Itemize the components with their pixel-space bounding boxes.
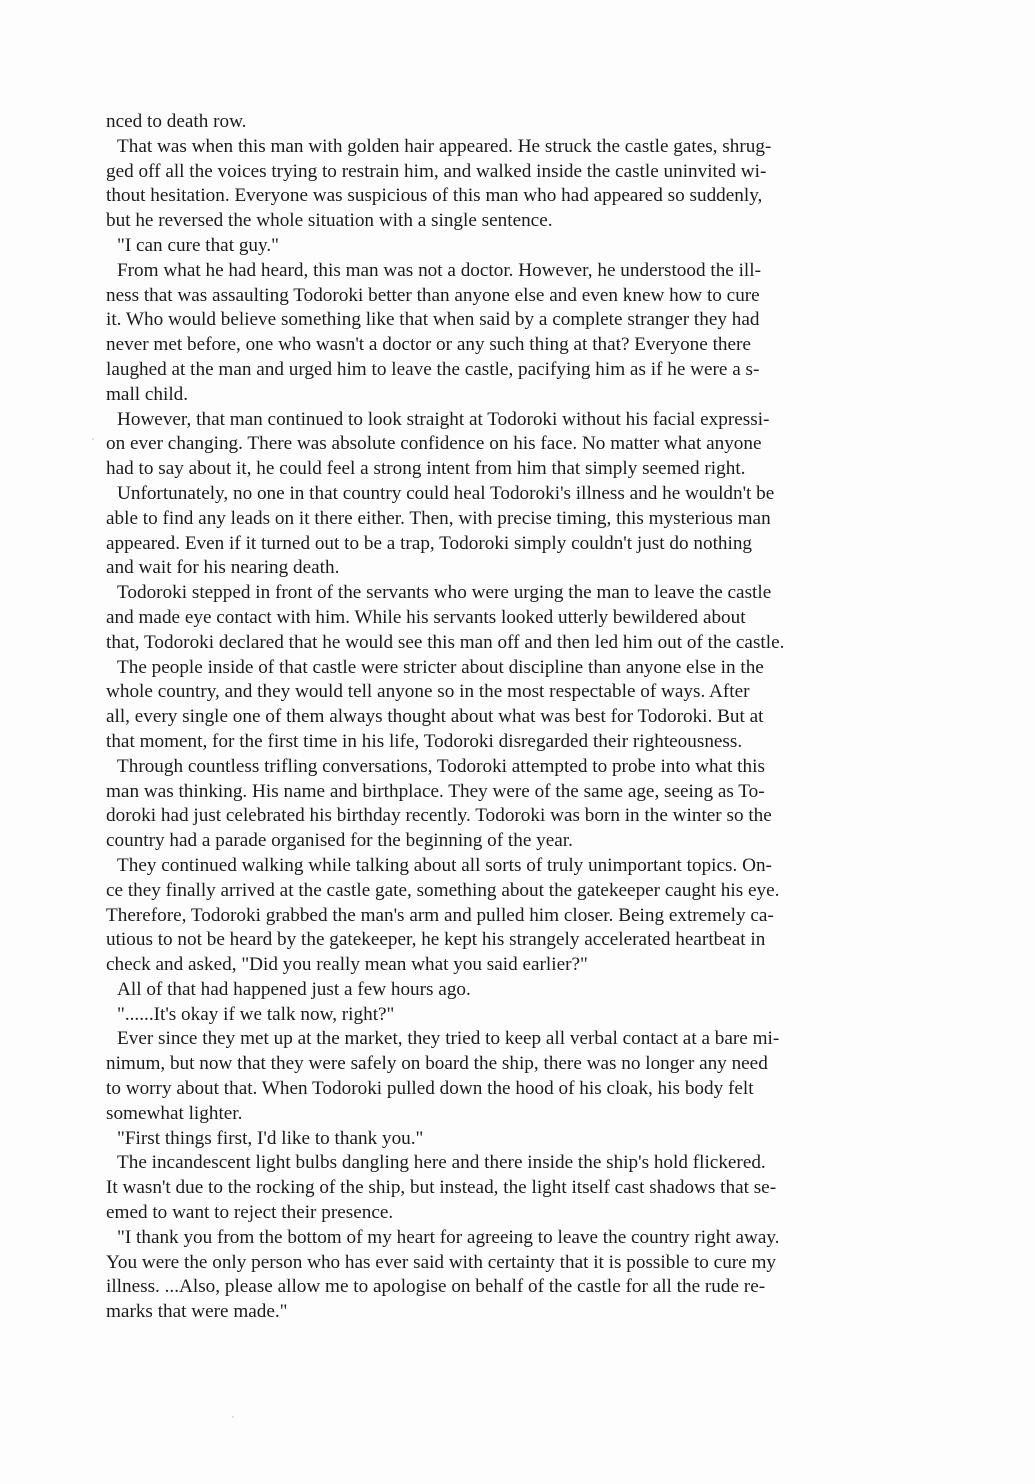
text-line: and wait for his nearing death.	[106, 557, 340, 579]
text-line: whole country, and they would tell anyone so in the most respectable of ways. After	[106, 681, 750, 703]
text-line: Unfortunately, no one in that country could heal Todoroki's illness and he wouldn't be	[117, 482, 775, 504]
text-line: ness that was assaulting Todoroki better than anyone else and even knew how to cure	[106, 284, 760, 306]
text-line: but he reversed the whole situation with a single sentence.	[106, 210, 553, 232]
text-line: It wasn't due to the rocking of the ship, but instead, the light itself cast shadows that se-	[106, 1177, 777, 1199]
text-line: mall child.	[106, 383, 189, 405]
text-line: The incandescent light bulbs dangling here and there inside the ship's hold flickered.	[117, 1152, 766, 1174]
text-line: They continued walking while talking about all sorts of truly unimportant topics. On-	[117, 854, 772, 876]
text-line: country had a parade organised for the beginning of the year.	[106, 830, 573, 852]
text-line: Through countless trifling conversations, Todoroki attempted to probe into what this	[117, 755, 765, 777]
text-line: ged off all the voices trying to restrain him, and walked inside the castle uninvited wi-	[106, 160, 767, 182]
text-line: nimum, but now that they were safely on board the ship, there was no longer any need	[106, 1053, 768, 1075]
text-line: "First things first, I'd like to thank you."	[117, 1127, 424, 1149]
text-line: that, Todoroki declared that he would see this man off and then led him out of the castle.	[106, 631, 785, 653]
text-line: utious to not be heard by the gatekeeper, he kept his strangely accelerated heartbeat in	[106, 929, 766, 951]
text-line: "I thank you from the bottom of my heart for agreeing to leave the country right away.	[117, 1226, 780, 1248]
text-line: able to find any leads on it there either. Then, with precise timing, this mysterious man	[106, 507, 771, 529]
text-line: marks that were made."	[106, 1301, 288, 1323]
text-line: doroki had just celebrated his birthday recently. Todoroki was born in the winter so the	[106, 805, 772, 827]
text-line: laughed at the man and urged him to leave the castle, pacifying him as if he were a s-	[106, 358, 760, 380]
text-line: and made eye contact with him. While his servants looked utterly bewildered about	[106, 606, 746, 628]
text-line: somewhat lighter.	[106, 1102, 243, 1124]
text-line: it. Who would believe something like that when said by a complete stranger they had	[106, 309, 760, 331]
text-line: that moment, for the first time in his life, Todoroki disregarded their righteousness.	[106, 730, 743, 752]
text-line: Todoroki stepped in front of the servants who were urging the man to leave the castle	[117, 582, 772, 604]
text-line: check and asked, "Did you really mean what you said earlier?"	[106, 954, 588, 976]
text-line: thout hesitation. Everyone was suspicious of this man who had appeared so suddenly,	[106, 185, 763, 207]
text-line: appeared. Even if it turned out to be a trap, Todoroki simply couldn't just do nothing	[106, 532, 753, 554]
text-line: From what he had heard, this man was not a doctor. However, he understood the ill-	[117, 259, 761, 281]
text-line: all, every single one of them always thought about what was best for Todoroki. But at	[106, 706, 764, 728]
text-line: to worry about that. When Todoroki pulled down the hood of his cloak, his body felt	[106, 1078, 754, 1100]
body-text	[106, 110, 896, 1325]
text-line: on ever changing. There was absolute confidence on his face. No matter what anyone	[106, 433, 762, 455]
text-line: had to say about it, he could feel a strong intent from him that simply seemed right.	[106, 458, 746, 480]
text-line: "I can cure that guy."	[117, 234, 279, 256]
scan-speck	[92, 438, 94, 440]
text-line: Therefore, Todoroki grabbed the man's arm and pulled him closer. Being extremely ca-	[106, 904, 774, 926]
text-line: However, that man continued to look straight at Todoroki without his facial expressi-	[117, 408, 770, 430]
text-line: All of that had happened just a few hours ago.	[117, 978, 471, 1000]
text-line: emed to want to reject their presence.	[106, 1202, 394, 1224]
text-line: You were the only person who has ever said with certainty that it is possible to cure my	[106, 1251, 777, 1273]
text-line: "......It's okay if we talk now, right?"	[117, 1003, 395, 1025]
text-line: never met before, one who wasn't a doctor or any such thing at that? Everyone there	[106, 334, 751, 356]
text-line: nced to death row.	[106, 111, 247, 132]
text-line: The people inside of that castle were stricter about discipline than anyone else in the	[117, 656, 764, 678]
text-line: Ever since they met up at the market, they tried to keep all verbal contact at a bare mi-	[117, 1028, 780, 1050]
text-line: ce they finally arrived at the castle gate, something about the gatekeeper caught his eye.	[106, 879, 780, 901]
scan-speck	[232, 1416, 234, 1418]
text-line: man was thinking. His name and birthplace. They were of the same age, seeing as To-	[106, 780, 765, 802]
text-line: illness. ...Also, please allow me to apologise on behalf of the castle for all the rude re-	[106, 1276, 766, 1298]
text-line: That was when this man with golden hair appeared. He struck the castle gates, shrug-	[117, 135, 772, 157]
